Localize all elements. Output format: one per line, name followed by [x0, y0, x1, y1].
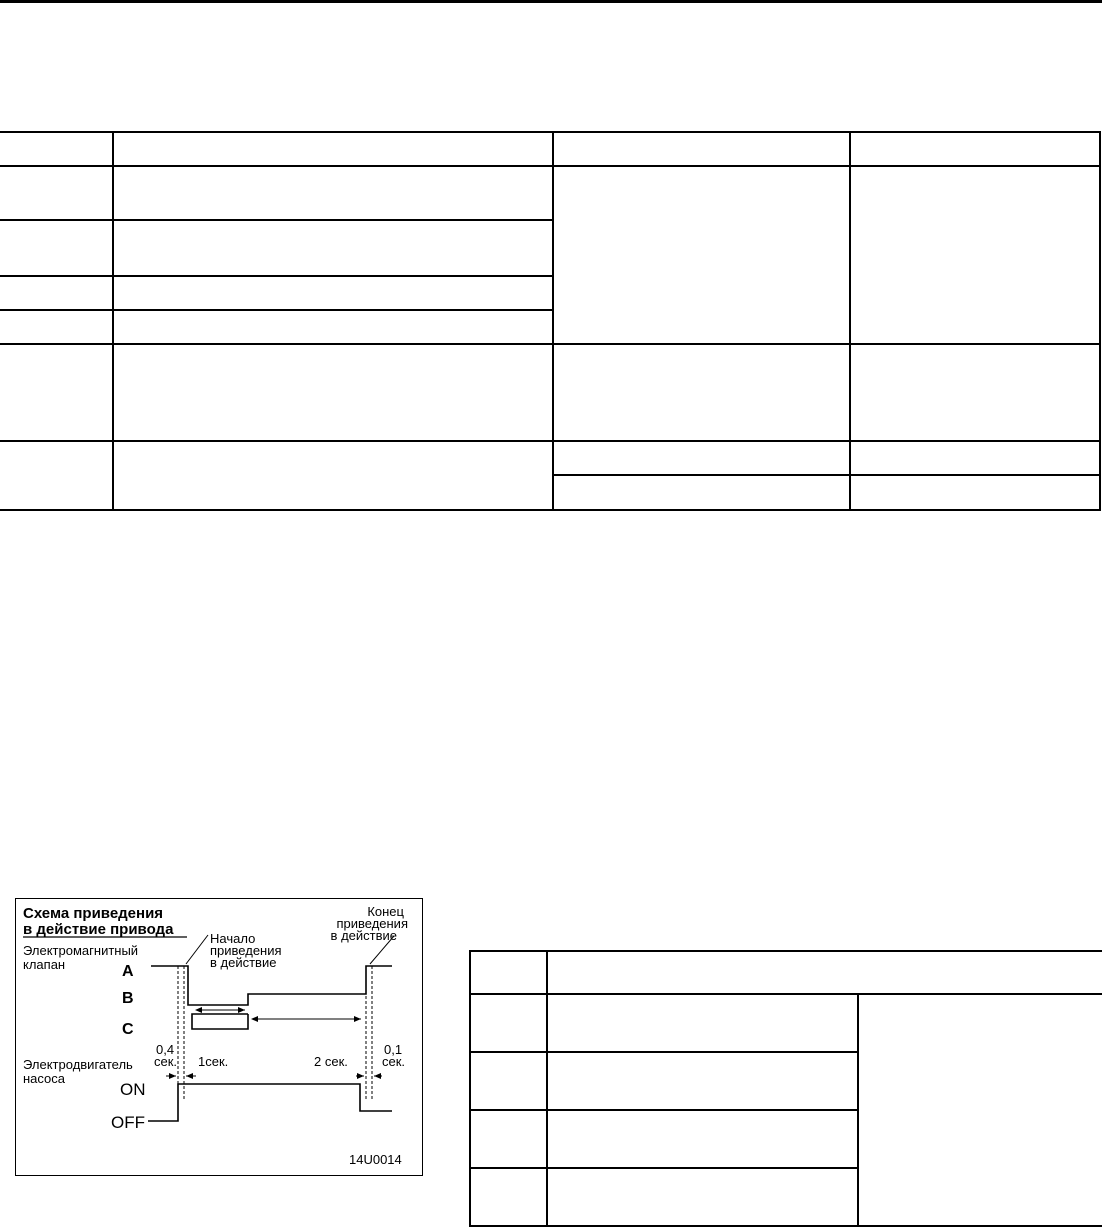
table-cell — [113, 166, 553, 220]
solenoid-label-line1: Электромагнитный — [23, 943, 139, 958]
table-row — [0, 132, 1100, 166]
table-row — [0, 166, 1100, 220]
table-cell — [470, 951, 547, 994]
start-label-line2: приведения — [210, 943, 282, 958]
time-label-04-line2: сек. — [154, 1054, 178, 1069]
diagram-title-line1: Схема приведения — [23, 905, 164, 922]
valve-b-label: B — [122, 990, 134, 1007]
table-cell — [470, 1168, 547, 1226]
table-cell-merged — [547, 951, 1102, 994]
table-cell — [0, 132, 113, 166]
time-label-04-line1: 0,4 — [156, 1042, 175, 1057]
motor-waveform — [148, 1084, 392, 1121]
table-cell — [470, 994, 547, 1052]
table-cell — [547, 1052, 858, 1110]
motor-label-line2: насоса — [23, 1071, 66, 1086]
table-cell — [0, 310, 113, 344]
end-label-line2: приведения — [336, 916, 408, 931]
data-table-bottom — [469, 950, 1102, 1227]
start-label-line1: Начало — [210, 931, 256, 946]
table-cell — [850, 441, 1100, 475]
table-cell — [0, 166, 113, 220]
table-cell — [553, 344, 850, 441]
figure-code: 14U0014 — [349, 1152, 402, 1167]
table-cell — [0, 276, 113, 310]
table-cell — [850, 475, 1100, 510]
table-cell — [553, 475, 850, 510]
timing-diagram-svg — [16, 899, 424, 1177]
table-cell — [553, 132, 850, 166]
table-cell — [547, 1110, 858, 1168]
table-cell — [0, 220, 113, 276]
off-label: OFF — [111, 1113, 145, 1132]
valve-a-label: A — [122, 963, 134, 980]
table-row — [470, 951, 1102, 994]
valve-waveform — [151, 966, 392, 1005]
table-cell — [547, 994, 858, 1052]
table-cell-merged — [553, 166, 850, 344]
table-cell — [113, 344, 553, 441]
valve-waveform-c — [192, 1014, 248, 1029]
table-cell — [470, 1110, 547, 1168]
start-leader-line — [186, 935, 208, 964]
start-label-line3: в действие — [210, 955, 277, 970]
motor-label-line1: Электродвигатель — [23, 1057, 133, 1072]
table-row — [0, 344, 1100, 441]
table-cell — [113, 132, 553, 166]
table-row — [470, 994, 1102, 1052]
actuation-timing-diagram — [15, 898, 423, 1176]
time-label-1s: 1сек. — [198, 1054, 229, 1069]
valve-c-label: C — [122, 1021, 134, 1038]
table-cell — [850, 344, 1100, 441]
top-rule — [0, 0, 1102, 3]
table-cell-merged — [858, 994, 1102, 1226]
table-cell — [553, 441, 850, 475]
table-cell-merged — [850, 166, 1100, 344]
table-cell — [470, 1052, 547, 1110]
data-table-top — [0, 131, 1101, 511]
time-label-01-line1: 0,1 — [384, 1042, 403, 1057]
table-cell-merged — [0, 441, 113, 510]
table-cell — [113, 220, 553, 276]
table-cell-merged — [113, 441, 553, 510]
time-label-01-line2: сек. — [382, 1054, 406, 1069]
solenoid-label-line2: клапан — [23, 957, 66, 972]
table-cell — [0, 344, 113, 441]
table-row — [0, 441, 1100, 475]
end-label-line1: Конец — [367, 904, 404, 919]
table-cell — [547, 1168, 858, 1226]
on-label: ON — [120, 1080, 146, 1099]
diagram-title-line2: в действие привода — [23, 921, 174, 938]
table-cell — [113, 276, 553, 310]
time-label-2s: 2 сек. — [314, 1054, 348, 1069]
end-label-line3: в действие — [330, 928, 397, 943]
table-cell — [113, 310, 553, 344]
table-cell — [850, 132, 1100, 166]
